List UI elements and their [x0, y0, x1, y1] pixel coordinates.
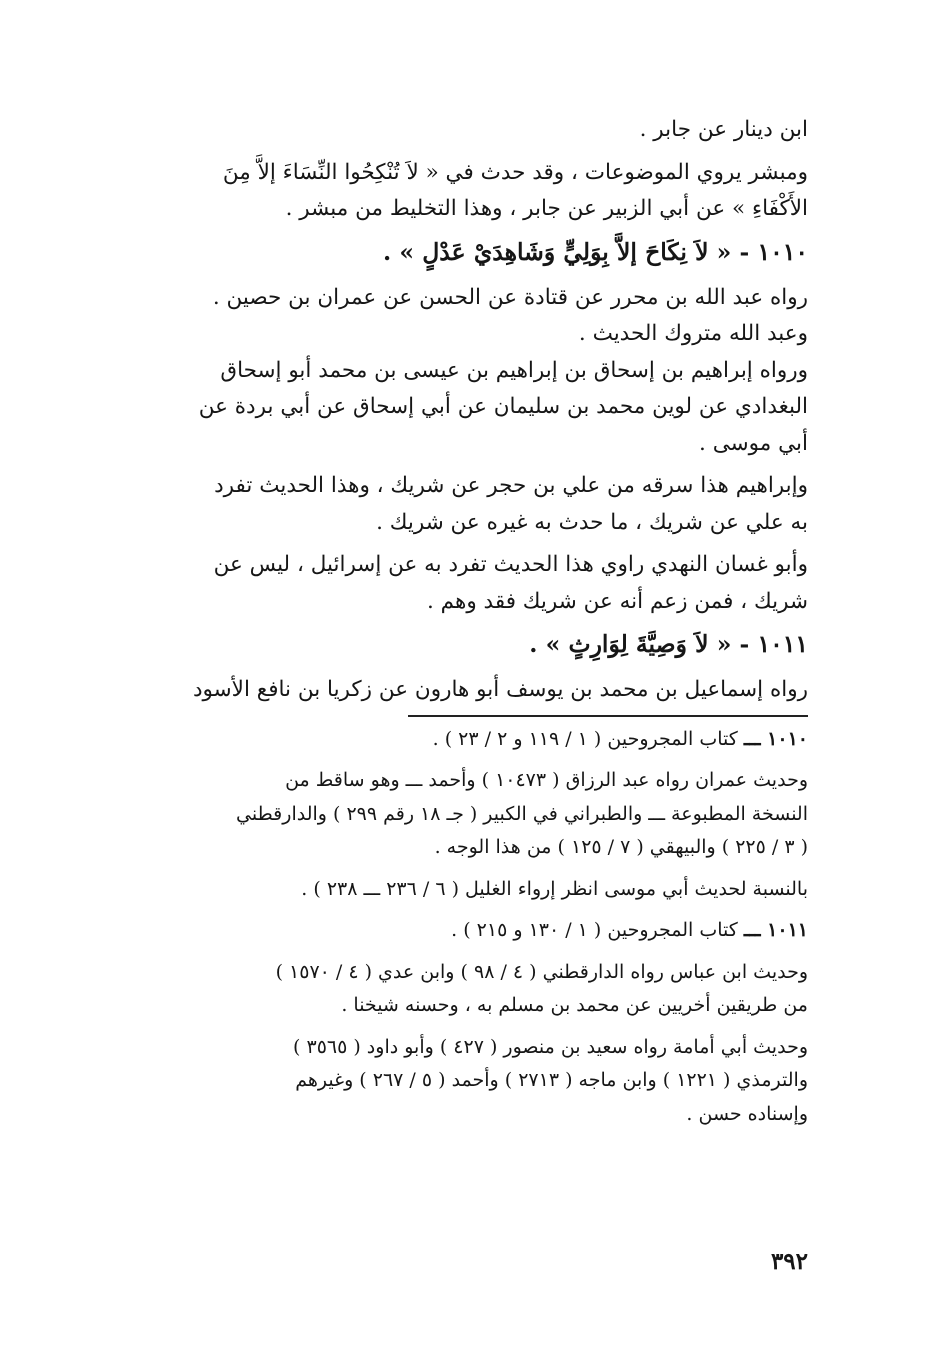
footnote-1010: [132, 723, 808, 757]
footnote-line: بالنسبة لحديث أبي موسى انظر إرواء الغليل ( ٦ / ٢٣٦ ـــ ٢٣٨ ) .: [301, 877, 808, 900]
footnote-line: من طريقين أخريين عن محمد بن مسلم به ، وحسنه شيخنا .: [341, 994, 808, 1016]
text-line: وعبد الله متروك الحديث .: [578, 321, 808, 346]
text-line: البغدادي عن لوين محمد بن سليمان عن أبي إسحاق عن أبي بردة عن: [198, 394, 808, 419]
text-line: الأَكْفَاءِ » عن أبي الزبير عن جابر ، وهذا التخليط من مبشر .: [285, 196, 808, 221]
text-line: ابن دينار عن جابر .: [639, 117, 808, 142]
footnote-line: النسخة المطبوعة ـــ والطبراني في الكبير ( جـ ١٨ رقم ٢٩٩ ) والدارقطني: [236, 802, 808, 825]
footnote-number: ١٠١٠ ـــ: [743, 727, 808, 750]
text-line: وإبراهيم هذا سرقه من علي بن حجر عن شريك ، وهذا الحديث تفرد: [214, 473, 808, 498]
text-line: ورواه إبراهيم بن إسحاق بن إبراهيم بن عيسى بن محمد أبو إسحاق: [220, 357, 808, 383]
hadith-heading-1010: ١٠١٠ - « لاَ نِكَاحَ إلاَّ بِوَلِيٍّ وَشَاهِدَيْ عَدْلٍ » .: [383, 237, 808, 266]
footnote-line: ( ٣ / ٢٢٥ ) والبيهقي ( ٧ / ١٢٥ ) من هذا الوجه .: [434, 836, 808, 858]
footnote-1011: [132, 914, 808, 948]
footnote-text: كتاب المجروحين ( ١ / ١٣٠ و ٢١٥ ) .: [451, 919, 738, 941]
footnote-line: وحديث أبي أمامة رواه سعيد بن منصور ( ٤٢٧ ) وأبو داود ( ٣٥٦٥ ): [293, 1035, 808, 1058]
footnote-line: وحديث عمران رواه عبد الرزاق ( ١٠٤٧٣ ) وأحمد ـــ وهو ساقط من: [285, 769, 808, 791]
hadith-heading-1011: ١٠١١ - « لاَ وَصِيَّةَ لِوَارِثٍ » .: [529, 630, 808, 658]
text-line: أبي موسى .: [699, 430, 808, 456]
text-line: رواه عبد الله بن محرر عن قتادة عن الحسن عن عمران بن حصين .: [212, 284, 808, 310]
page-content: [132, 112, 808, 1131]
footnote-text: كتاب المجروحين ( ١ / ١١٩ و ٢ / ٢٣ ) .: [432, 727, 738, 750]
footnote-divider: [408, 715, 808, 717]
footnote-line: وحديث ابن عباس رواه الدارقطني ( ٤ / ٩٨ ) وابن عدي ( ٤ / ١٥٧٠ ): [275, 960, 808, 983]
footnote-line: وإسناده حسن .: [686, 1102, 808, 1125]
main-text: [132, 112, 808, 709]
text-line: رواه إسماعيل بن محمد بن يوسف أبو هارون عن زكريا بن نافع الأسود: [192, 677, 808, 702]
text-line: وأبو غسان النهدي راوي هذا الحديث تفرد به عن إسرائيل ، ليس عن: [213, 552, 808, 577]
footnote-line: والترمذي ( ١٢٢١ ) وابن ماجه ( ٢٧١٣ ) وأحمد ( ٥ / ٢٦٧ ) وغيرهم: [295, 1069, 808, 1091]
text-line: به علي عن شريك ، ما حدث به غيره عن شريك .: [376, 509, 808, 535]
text-line: شريك ، فمن زعم أنه عن شريك فقد وهم .: [427, 588, 808, 614]
footnote-number: ١٠١١ ـــ: [743, 919, 808, 941]
page-number: ٣٩٢: [770, 1248, 808, 1275]
text-line: ومبشر يروي الموضوعات ، وقد حدث في « لاَ تُنْكِحُوا النِّسَاءَ إلاَّ مِنَ: [222, 159, 808, 185]
footnotes: [132, 723, 808, 1132]
